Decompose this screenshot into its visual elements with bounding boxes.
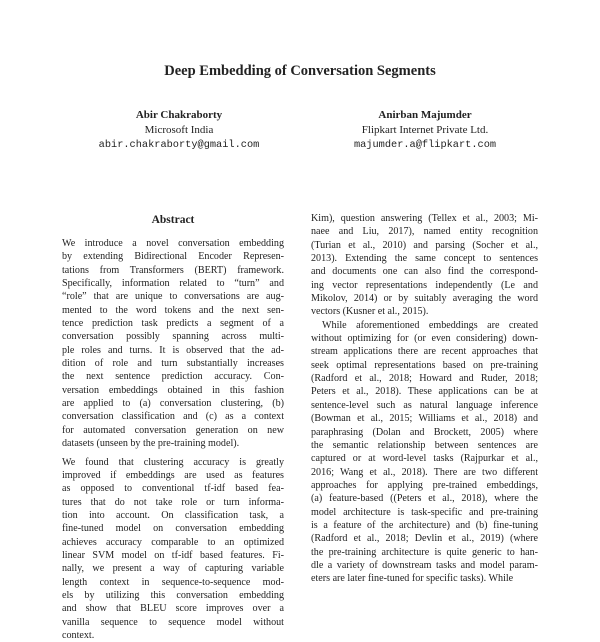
text-line: (Radford et al., 2018; Devlin et al., 2019) (where [311, 533, 538, 545]
paper-title: Deep Embedding of Conversation Segments [164, 63, 436, 79]
text-line: paraphrasing (Dolan and Brockett, 2005) where [311, 426, 538, 438]
text-line: is a feature of the architecture) and (b) fine-tuning [311, 519, 538, 531]
text-line: tion into account. On classification task, a [62, 509, 284, 521]
text-line: vectors (Kusner et al., 2015). [311, 306, 429, 318]
text-line: as opposed to conventional tf-idf based fea- [62, 483, 284, 495]
text-line: captured or at word-level tasks (Rajpurkar et al., [311, 453, 538, 465]
text-line: tures that do not take role or turn informa- [62, 496, 284, 508]
text-line: improved if embeddings are used as features [62, 469, 284, 481]
text-line: We found that clustering accuracy is greatly [62, 456, 284, 468]
author-block-2 [310, 108, 540, 153]
text-line: achieves accuracy comparable to an optimized [62, 536, 284, 548]
text-line: 2013). Extending the same concept to sentences [311, 253, 538, 265]
text-line: model architecture is task-specific and pre-training [311, 506, 538, 518]
author-affiliation: Microsoft India [144, 124, 214, 136]
text-line: naee and Liu, 2017), named entity recognition [311, 226, 538, 238]
text-line: Mikolov, 2014) or by suitably averaging the word [311, 293, 538, 305]
text-line: We introduce a novel conversation embedding [62, 238, 284, 249]
text-line: conversation possibly spanning across multi- [62, 331, 284, 343]
text-line: (Turian et al., 2010) and parsing (Socher et al., [311, 239, 538, 251]
text-line: ple roles and turns. It is observed that the ad- [62, 344, 284, 356]
text-line: seek optimal representations based on pre-training [311, 359, 538, 371]
text-line: dition of role and turn substantially increases [62, 358, 284, 370]
author-name: Abir Chakraborty [135, 109, 223, 121]
author-email: abir.chakraborty@gmail.com [98, 139, 260, 151]
text-line: While aforementioned embeddings are created [322, 319, 538, 331]
text-line: the semantic relationship between sentences are [311, 439, 538, 451]
text-line: vanilla sequence to sequence model without [62, 616, 284, 628]
text-line: mented to the word tokens and the next sen- [62, 304, 284, 316]
text-line: sentence-level such as natural language inference [311, 399, 538, 411]
text-line: the next sentence prediction accuracy. Con- [62, 371, 284, 383]
text-line: els by utilizing this conversation embedding [62, 589, 284, 601]
text-line: and documents one can also find the correspond- [311, 266, 538, 278]
text-line: Peters et al., 2018). These applications can be at [311, 386, 538, 398]
text-line: tations from Transformers (BERT) framework. [62, 264, 284, 276]
text-line: approaches for applying pre-trained embeddings, [311, 479, 538, 491]
text-line: versation embeddings obtained in this fashion [62, 384, 284, 396]
text-line: (a) feature-based ((Peters et al., 2018), where the [311, 493, 538, 505]
text-line: Specifically, information related to “turn” and [62, 278, 284, 290]
text-line: fine-tuned model on conversation embedding [62, 523, 284, 535]
author-block-1 [64, 108, 294, 153]
text-line: the pre-training architecture is quite generic to han- [311, 546, 538, 558]
left-column [62, 237, 284, 642]
text-line: stream applications there are recent approaches that [311, 346, 538, 358]
text-line: linear SVM model on tf-idf based features. Fi- [62, 549, 284, 561]
text-line: by extending Bidirectional Encoder Represen- [62, 251, 284, 263]
text-line: (Bowman et al., 2015; Williams et al., 2018) and [311, 413, 538, 425]
text-line: and show that BLEU score improves over a [62, 603, 284, 615]
text-line: tence prediction task predicts a segment of a [62, 318, 284, 330]
text-line: 2016; Wang et al., 2018). There are two different [311, 466, 538, 478]
text-line: dle a variety of downstream tasks and model param- [311, 559, 538, 571]
text-line: Kim), question answering (Tellex et al., 2003; Mi- [311, 213, 538, 224]
text-line: without optimizing for (or even considering) down- [311, 333, 538, 345]
text-line: “role” that are unique to conversations are aug- [62, 291, 284, 303]
text-line: nally, we present a way of capturing variable [62, 563, 284, 575]
text-line: context. [62, 629, 95, 641]
text-line: conversation classification and (c) as a context [62, 411, 284, 423]
text-line: (Radford et al., 2018; Howard and Ruder, 2018; [311, 373, 538, 385]
text-line: for automated conversation generation on new [62, 424, 284, 436]
author-affiliation: Flipkart Internet Private Ltd. [361, 124, 489, 136]
text-line: datasets (unseen by the pre-training model). [62, 438, 240, 450]
text-line: eters are later fine-tuned for specific tasks). While [311, 573, 514, 585]
author-name: Anirban Majumder [378, 109, 472, 121]
right-column [311, 212, 538, 586]
abstract-heading: Abstract [151, 214, 195, 226]
text-line: are applied to (a) conversation clustering, (b) [62, 398, 284, 410]
text-line: length context in sequence-to-sequence mod- [62, 576, 284, 588]
author-email: majumder.a@flipkart.com [353, 139, 497, 151]
text-line: ing vector representations independently (Le and [311, 279, 538, 291]
